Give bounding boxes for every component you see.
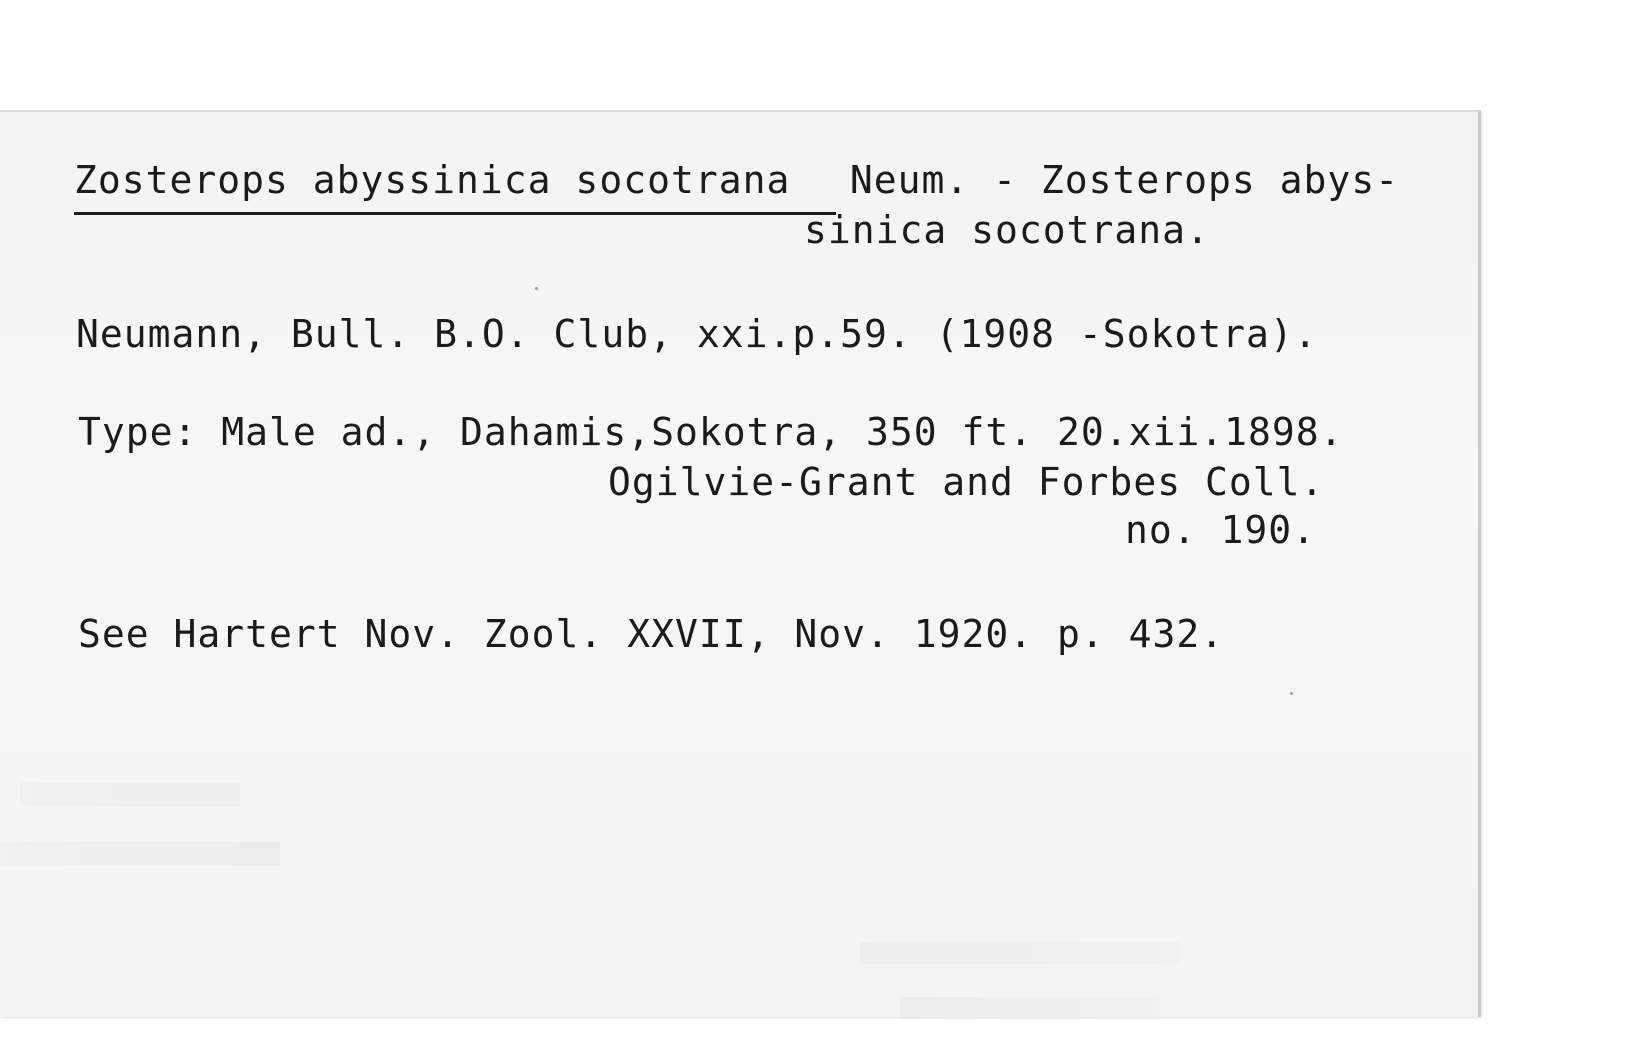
taxon-name-underlined: Zosterops abyssinica socotrana [74, 158, 791, 202]
show-through-ghost [0, 842, 280, 866]
show-through-ghost [860, 942, 1180, 964]
type-specimen-line: Type: Male ad., Dahamis,Sokotra, 350 ft. 20.xii.1898. [78, 410, 1344, 454]
ink-speck [535, 287, 538, 290]
show-through-ghost [20, 782, 240, 806]
collection-line: Ogilvie-Grant and Forbes Coll. [608, 460, 1325, 504]
see-also-reference: See Hartert Nov. Zool. XXVII, Nov. 1920. p. 432. [78, 612, 1225, 656]
original-reference: Neumann, Bull. B.O. Club, xxi.p.59. (1908 -Sokotra). [76, 312, 1318, 356]
collection-number: no. 190. [1125, 508, 1317, 552]
taxon-name-underline [74, 212, 836, 215]
synonym-continuation: sinica socotrana. [804, 208, 1210, 252]
taxon-author-and-synonym: Neum. - Zosterops abys- [826, 158, 1400, 202]
index-card [0, 110, 1481, 1017]
ink-speck [1290, 692, 1293, 695]
show-through-ghost [900, 997, 1160, 1019]
